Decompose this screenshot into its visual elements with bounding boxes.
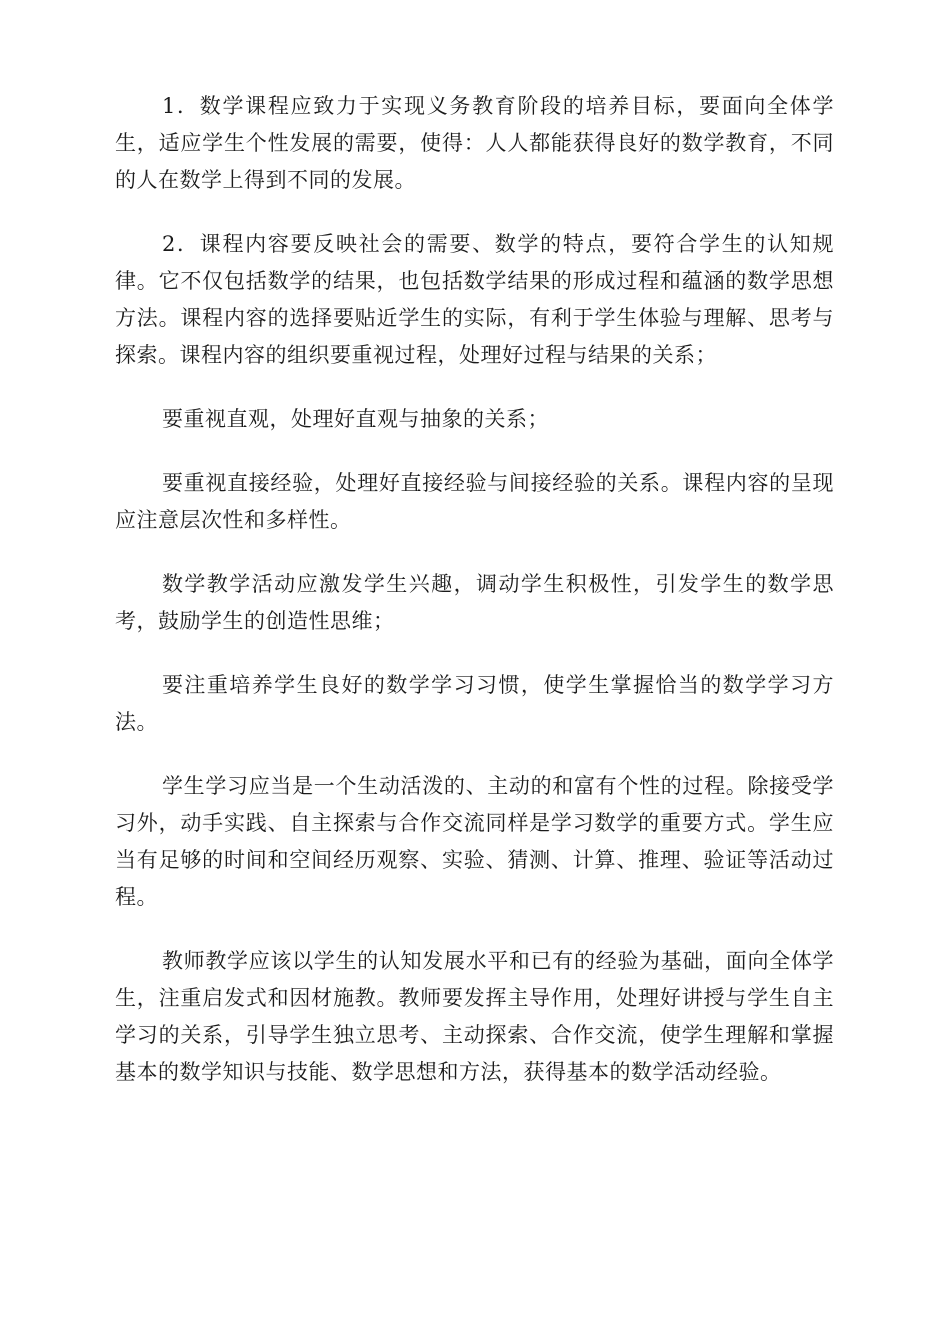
paragraph-5: 数学教学活动应激发学生兴趣，调动学生积极性，引发学生的数学思考，鼓励学生的创造性思维； bbox=[115, 572, 834, 633]
document-body bbox=[115, 88, 834, 1118]
paragraph-8: 教师教学应该以学生的认知发展水平和已有的经验为基础，面向全体学生，注重启发式和因材施教。教师要发挥主导作用，处理好讲授与学生自主学习的关系，引导学生独立思考、主动探索、合作交流，使学生理解和掌握基本的数学知识与技能、数学思想和方法，获得基本的数学活动经验。 bbox=[115, 949, 834, 1084]
paragraph-7: 学生学习应当是一个生动活泼的、主动的和富有个性的过程。除接受学习外，动手实践、自主探索与合作交流同样是学习数学的重要方式。学生应当有足够的时间和空间经历观察、实验、猜测、计算、推理、验证等活动过程。 bbox=[115, 774, 834, 909]
paragraph-6: 要注重培养学生良好的数学学习习惯，使学生掌握恰当的数学学习方法。 bbox=[115, 673, 834, 734]
paragraph-4: 要重视直接经验，处理好直接经验与间接经验的关系。课程内容的呈现应注意层次性和多样性。 bbox=[115, 471, 834, 532]
paragraph-2: 2．课程内容要反映社会的需要、数学的特点，要符合学生的认知规律。它不仅包括数学的结果，也包括数学结果的形成过程和蕴涵的数学思想方法。课程内容的选择要贴近学生的实际，有利于学生体验与理解、思考与探索。课程内容的组织要重视过程，处理好过程与结果的关系； bbox=[115, 232, 834, 367]
paragraph-1: 1．数学课程应致力于实现义务教育阶段的培养目标，要面向全体学生，适应学生个性发展的需要，使得：人人都能获得良好的数学教育，不同的人在数学上得到不同的发展。 bbox=[115, 94, 834, 192]
paragraph-3: 要重视直观，处理好直观与抽象的关系； bbox=[162, 407, 549, 431]
